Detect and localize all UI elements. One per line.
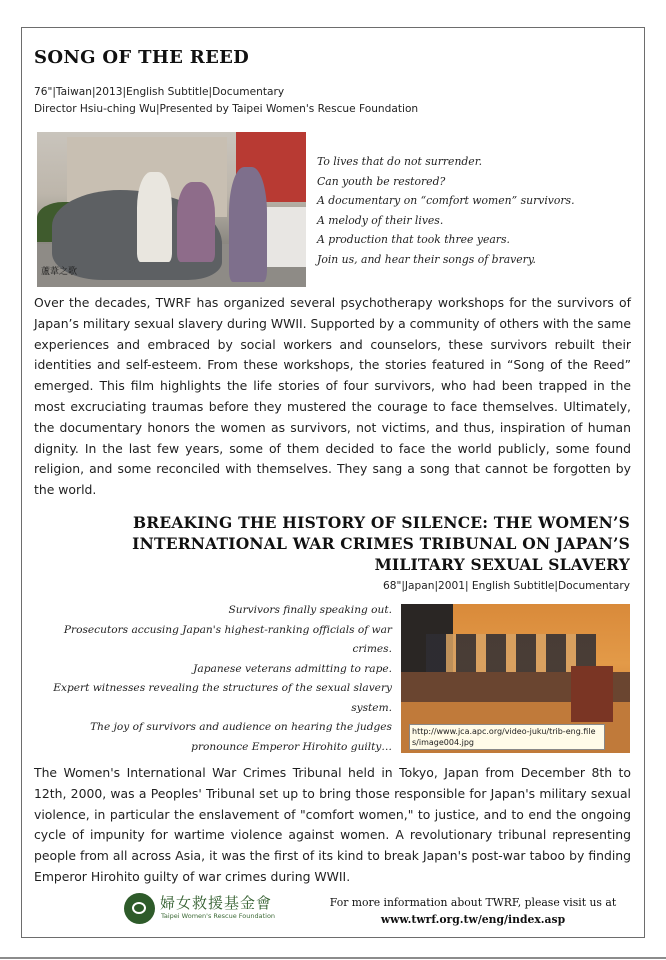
logo-chinese-name: 婦女救援基金會 <box>160 894 273 912</box>
footer-info <box>318 894 628 928</box>
photo-person-3 <box>229 167 267 282</box>
poem-line: Join us, and hear their songs of bravery. <box>317 252 536 266</box>
poem-line: To lives that do not surrender. <box>317 155 483 168</box>
footer-info-line: For more information about TWRF, please visit us at <box>329 896 617 909</box>
photo-signature: 蘆葦之歌 <box>41 267 78 277</box>
section1-meta <box>34 84 418 118</box>
logo-english-name: Taipei Women's Rescue Foundation <box>161 912 276 920</box>
photo-source-caption: http://www.jca.apc.org/video-juku/trib-eng.files/image004.jpg <box>409 724 605 750</box>
photo-person-1 <box>137 172 172 262</box>
poem-line: A documentary on “comfort women” survivors. <box>317 194 575 208</box>
poem-line: A production that took three years. <box>317 233 510 247</box>
twrf-logo <box>124 892 276 926</box>
poem-line: The joy of survivors and audience on hearing the judges pronounce Emperor Hirohito guilty… <box>90 721 392 753</box>
poem-line: Japanese veterans admitting to rape. <box>193 662 392 675</box>
section2-title: BREAKING THE HISTORY OF SILENCE: THE WOMEN’S INTERNATIONAL WAR CRIMES TRIBUNAL ON JAPAN’S MILITARY SEXUAL SLAVERY <box>132 513 630 574</box>
footer-url-link[interactable]: www.twrf.org.tw/eng/index.asp <box>380 913 566 926</box>
poem-line: Survivors finally speaking out. <box>228 604 392 616</box>
section2-poem <box>30 601 392 757</box>
photo-podium <box>571 666 613 722</box>
section1-meta-line1: 76"|Taiwan|2013|English Subtitle|Documentary <box>34 86 285 98</box>
hand-logo-icon <box>124 893 155 924</box>
photo-person-2 <box>177 182 215 262</box>
section1-title: SONG OF THE REED <box>34 48 250 68</box>
song-of-the-reed-photo <box>37 132 306 287</box>
poem-line: Can youth be restored? <box>317 174 446 188</box>
section2-meta: 68"|Japan|2001| English Subtitle|Documentary <box>383 580 630 592</box>
section2-body: The Women's International War Crimes Tribunal held in Tokyo, Japan from December 8th to 12th, 2000, was a Peoples' Tribunal set up to bring those responsible for Japan's military sexual violence, in particular the enslavement of "comfort women," to justice, and to end the ongoing cycle of impunity for wartime violence against women. A revolutionary tribunal representing people from all across Asia, it was the first of its kind to break Japan's post-war taboo by finding Emperor Hirohito guilty of war crimes during WWII. <box>34 765 631 884</box>
poem-line: A melody of their lives. <box>317 213 444 227</box>
bottom-divider <box>0 957 666 959</box>
section1-body: Over the decades, TWRF has organized several psychotherapy workshops for the survivors of Japan’s military sexual slavery during WWII. Supported by a community of others with the same experiences and embraced by social workers and counselors, these survivors rebuilt their identities and self-esteem. From these workshops, the stories featured in “Song of the Reed” emerged. This film highlights the life stories of four survivors, who had been trapped in the most excruciating traumas before they mustered the courage to face themselves. Ultimately, the documentary honors the women as survivors, not victims, and thus, inspiration of human dignity. In the last few years, some of them decided to face the world publicly, some found religion, and some reconciled with themselves. They sang a song that cannot be forgotten by the world. <box>34 295 631 498</box>
tribunal-photo <box>401 604 630 753</box>
poem-line: Expert witnesses revealing the structures of the sexual slavery system. <box>53 682 392 714</box>
photo-bench <box>261 207 306 267</box>
logo-ring-icon <box>132 902 146 914</box>
poem-line: Prosecutors accusing Japan's highest-ranking officials of war crimes. <box>63 623 392 655</box>
section1-poem <box>317 152 575 270</box>
section1-meta-line2: Director Hsiu-ching Wu|Presented by Taipei Women's Rescue Foundation <box>34 103 419 115</box>
